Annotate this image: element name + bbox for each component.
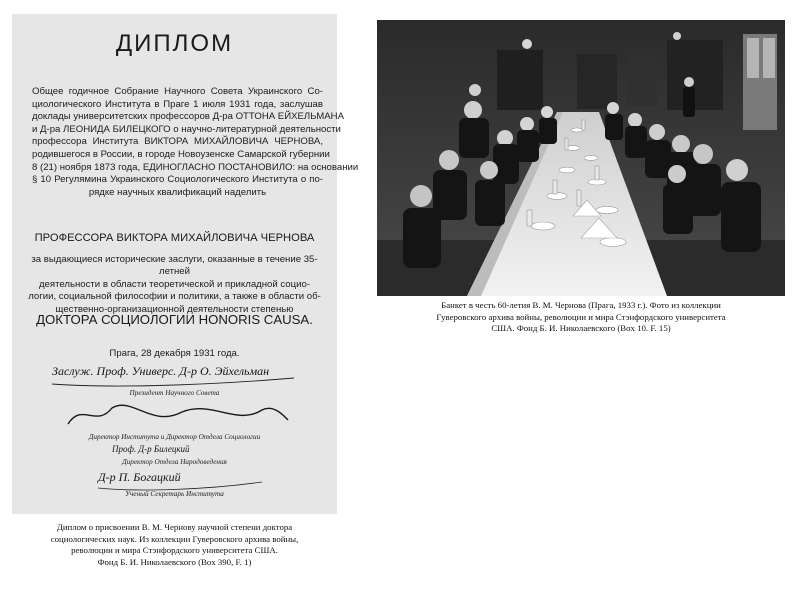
signature-title-president: Президент Научного Совета bbox=[129, 389, 220, 397]
photo-caption-line: США. Фонд Б. И. Николаевского (Box 10. F. 15) bbox=[491, 323, 671, 334]
photo-caption bbox=[377, 300, 785, 335]
diploma-merits bbox=[26, 254, 323, 316]
signature-president: Заслуж. Проф. Универс. Д-р О. Эйхельман bbox=[52, 364, 270, 378]
diploma-caption-line: социологических наук. Из коллекции Гуверовского архива войны, bbox=[50, 533, 299, 544]
diploma-merits-line: за выдающиеся исторические заслуги, оказанные в течение 35-летней bbox=[31, 254, 318, 278]
diploma-recipient: ПРОФЕССОРА ВИКТОРА МИХАЙЛОВИЧА ЧЕРНОВА bbox=[34, 232, 315, 244]
diploma-caption-line: Фонд Б. И. Николаевского (Box 390, F. 1) bbox=[97, 556, 252, 567]
diploma-caption-line: Диплом о присвоении В. М. Чернову научной степени доктора bbox=[56, 522, 293, 532]
diploma-body-line: родившегося в России, в городе Новоузенске Самарской губернии bbox=[32, 148, 330, 160]
signature-title-ethnography: Директор Отдела Народоведения bbox=[122, 458, 227, 466]
signature-title-director: Директор Института и Директор Отдела Социологии bbox=[88, 433, 261, 441]
signature-secretary: Д-р П. Богацкий bbox=[98, 470, 181, 484]
diploma-document bbox=[12, 14, 359, 514]
diploma-body-line: § 10 Регулямина Украинского Социологического Института о по- bbox=[32, 174, 323, 186]
diploma-body-line: циологического Института в Праге 1 июля 1931 года, заслушав bbox=[32, 98, 323, 110]
diploma-body-line: доклады университетских профессоров Д-ра ОТТОНА ЕЙХЕЛЬМАНА bbox=[32, 111, 344, 123]
diploma-body-line: профессора Института ВИКТОРА МИХАЙЛОВИЧА ЧЕРНОВА, bbox=[32, 136, 323, 148]
photo-caption-line: Банкет в честь 60-летия В. М. Чернова (Прага, 1933 г.). Фото из коллекции bbox=[441, 300, 721, 310]
signature-flourish-president bbox=[48, 366, 298, 390]
diploma-caption-line: революции и мира Стэнфордского университета США. bbox=[71, 545, 278, 556]
signature-ethnography: Проф. Д-р Билецкий bbox=[112, 444, 190, 454]
diploma-degree: ДОКТОРА СОЦИОЛОГИИ HONORIS CAUSA. bbox=[36, 312, 313, 327]
signature-director bbox=[70, 406, 199, 423]
diploma-merits-line: логии, социальной философии и политики, а также в области об- bbox=[28, 291, 321, 303]
diploma-body-line: Общее годичное Собрание Научного Совета Украинского Со- bbox=[32, 86, 323, 97]
signature-title-secretary: Ученый Секретарь Института bbox=[125, 490, 224, 498]
banquet-photo-image bbox=[377, 20, 785, 296]
diploma-title: ДИПЛОМ bbox=[115, 30, 234, 57]
diploma-caption bbox=[12, 522, 337, 568]
diploma-merits-line: деятельности в области теоретической и прикладной социо- bbox=[38, 278, 311, 290]
banquet-photo bbox=[377, 20, 785, 296]
diploma-body-line: рядке научных квалификаций наделить bbox=[88, 186, 267, 198]
diploma-body bbox=[32, 86, 359, 199]
photo-caption-line: Гуверовского архива войны, революции и мира Стэнфордского университета bbox=[436, 311, 726, 322]
diploma-merits-line: щественно-организационной деятельности степенью bbox=[55, 303, 294, 315]
diploma-body-line: и Д-ра ЛЕОНИДА БИЛЕЦКОГО о научно-литературной деятельности bbox=[32, 123, 341, 135]
diploma-date: Прага, 28 декабря 1931 года. bbox=[109, 348, 240, 359]
diploma-body-line: 8 (21) ноября 1873 года, ЕДИНОГЛАСНО ПОСТАНОВИЛО: на основании bbox=[32, 161, 359, 173]
